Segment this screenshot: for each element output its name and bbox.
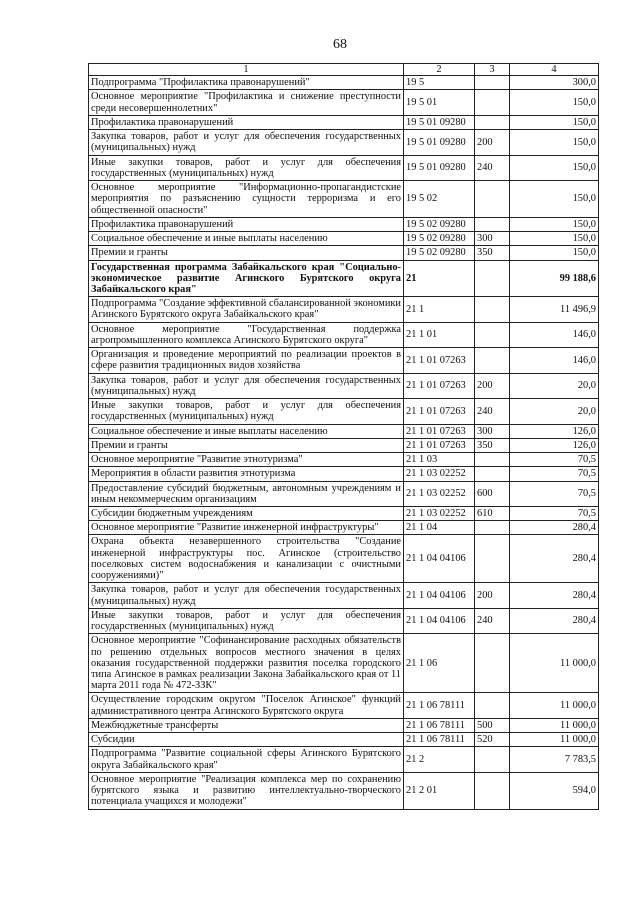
row-code: 21 1 01 07263 (404, 373, 475, 398)
row-amount: 70,5 (510, 481, 599, 506)
row-name: Социальное обеспечение и иные выплаты населению (89, 424, 404, 438)
row-name: Мероприятия в области развития этнотуризма (89, 467, 404, 481)
budget-table (88, 63, 599, 810)
row-code: 19 5 02 (404, 181, 475, 218)
row-amount: 7 783,5 (510, 747, 599, 772)
row-code: 21 1 06 78111 (404, 733, 475, 747)
row-expense-type (475, 297, 510, 322)
row-name: Профилактика правонарушений (89, 217, 404, 231)
row-expense-type (475, 181, 510, 218)
table-body (89, 76, 599, 809)
row-code: 21 1 (404, 297, 475, 322)
row-expense-type (475, 693, 510, 718)
row-name: Основное мероприятие "Реализация комплекса мер по сохранению бурятского языка и развитию интеллектуально-творческого потенциала учащихся и молодежи" (89, 772, 404, 809)
table-row (89, 90, 599, 115)
row-code: 21 1 04 04106 (404, 583, 475, 608)
table-row (89, 583, 599, 608)
table-row (89, 373, 599, 398)
row-expense-type: 240 (475, 399, 510, 424)
row-amount: 11 496,9 (510, 297, 599, 322)
table-row (89, 130, 599, 155)
row-name: Закупка товаров, работ и услуг для обеспечения государственных (муниципальных) нужд (89, 373, 404, 398)
row-code: 19 5 01 09280 (404, 130, 475, 155)
row-name: Премии и гранты (89, 438, 404, 452)
table-row (89, 733, 599, 747)
row-name: Подпрограмма "Развитие социальной сферы Агинского Бурятского округа Забайкальского края" (89, 747, 404, 772)
table-row (89, 232, 599, 246)
row-expense-type: 300 (475, 424, 510, 438)
column-header: 1 (89, 64, 404, 76)
row-code: 21 2 (404, 747, 475, 772)
row-expense-type (475, 521, 510, 535)
row-amount: 300,0 (510, 76, 599, 90)
row-expense-type: 300 (475, 232, 510, 246)
page-number: 68 (333, 37, 347, 52)
row-name: Осуществление городским округом "Поселок Агинское" функций административного центра Агинского Бурятского округа (89, 693, 404, 718)
row-expense-type (475, 467, 510, 481)
row-name: Социальное обеспечение и иные выплаты населению (89, 232, 404, 246)
row-code: 19 5 02 09280 (404, 246, 475, 260)
row-expense-type (475, 115, 510, 129)
row-code: 21 1 01 07263 (404, 424, 475, 438)
table-row (89, 115, 599, 129)
row-expense-type: 500 (475, 718, 510, 732)
row-expense-type (475, 772, 510, 809)
row-expense-type (475, 453, 510, 467)
table-header-row (89, 64, 599, 76)
table-row (89, 453, 599, 467)
table-row (89, 718, 599, 732)
row-name: Иные закупки товаров, работ и услуг для обеспечения государственных (муниципальных) нужд (89, 155, 404, 180)
row-code: 19 5 (404, 76, 475, 90)
column-header: 4 (510, 64, 599, 76)
row-name: Межбюджетные трансферты (89, 718, 404, 732)
row-expense-type (475, 90, 510, 115)
row-expense-type: 350 (475, 246, 510, 260)
row-name: Субсидии бюджетным учреждениям (89, 506, 404, 520)
row-amount: 146,0 (510, 322, 599, 347)
row-expense-type: 600 (475, 481, 510, 506)
row-code: 21 2 01 (404, 772, 475, 809)
row-expense-type: 200 (475, 130, 510, 155)
table-row (89, 181, 599, 218)
row-expense-type (475, 535, 510, 583)
row-code: 21 1 03 (404, 453, 475, 467)
row-code: 21 1 03 02252 (404, 506, 475, 520)
row-name: Субсидии (89, 733, 404, 747)
row-expense-type (475, 348, 510, 373)
row-code: 21 1 04 04106 (404, 535, 475, 583)
row-expense-type: 240 (475, 155, 510, 180)
row-name: Основное мероприятие "Развитие инженерной инфраструктуры" (89, 521, 404, 535)
table-row (89, 608, 599, 633)
row-expense-type: 240 (475, 608, 510, 633)
row-expense-type: 520 (475, 733, 510, 747)
row-amount: 280,4 (510, 583, 599, 608)
row-code: 21 1 01 07263 (404, 399, 475, 424)
row-name: Подпрограмма "Создание эффективной сбалансированной экономики Агинского Бурятского округа Забайкальского края" (89, 297, 404, 322)
column-header: 2 (404, 64, 475, 76)
row-expense-type: 610 (475, 506, 510, 520)
table-row (89, 535, 599, 583)
row-name: Премии и гранты (89, 246, 404, 260)
row-code: 19 5 02 09280 (404, 232, 475, 246)
table-row (89, 76, 599, 90)
row-name: Профилактика правонарушений (89, 115, 404, 129)
row-amount: 280,4 (510, 521, 599, 535)
row-expense-type (475, 747, 510, 772)
row-amount: 150,0 (510, 90, 599, 115)
row-amount: 150,0 (510, 115, 599, 129)
row-code: 19 5 01 (404, 90, 475, 115)
row-name: Основное мероприятие "Развитие этнотуризма" (89, 453, 404, 467)
column-header: 3 (475, 64, 510, 76)
row-name: Закупка товаров, работ и услуг для обеспечения государственных (муниципальных) нужд (89, 130, 404, 155)
row-expense-type (475, 76, 510, 90)
row-code: 21 1 06 78111 (404, 693, 475, 718)
table-row (89, 506, 599, 520)
row-amount: 70,5 (510, 506, 599, 520)
row-amount: 150,0 (510, 217, 599, 231)
row-name: Охрана объекта незавершенного строительства "Создание инженерной инфраструктуры пос. Агинское (строительство поселковых систем водоснабжения и канализации с очистными сооружениями)" (89, 535, 404, 583)
row-code: 21 1 04 (404, 521, 475, 535)
row-amount: 150,0 (510, 246, 599, 260)
row-code: 21 1 03 02252 (404, 467, 475, 481)
table-row (89, 467, 599, 481)
row-expense-type: 200 (475, 373, 510, 398)
row-name: Основное мероприятие "Информационно-пропагандистские мероприятия по разъяснению сущности терроризма и его общественной опасности" (89, 181, 404, 218)
row-amount: 99 188,6 (510, 260, 599, 297)
table-row (89, 246, 599, 260)
row-code: 19 5 01 09280 (404, 115, 475, 129)
table-row (89, 772, 599, 809)
row-name: Иные закупки товаров, работ и услуг для обеспечения государственных (муниципальных) нужд (89, 608, 404, 633)
table-row (89, 634, 599, 693)
row-amount: 126,0 (510, 438, 599, 452)
row-amount: 70,5 (510, 453, 599, 467)
table-row (89, 260, 599, 297)
row-amount: 146,0 (510, 348, 599, 373)
row-name: Предоставление субсидий бюджетным, автономным учреждениям и иным некоммерческим организациям (89, 481, 404, 506)
row-name: Основное мероприятие "Государственная поддержка агропромышленного комплекса Агинского Бурятского округа" (89, 322, 404, 347)
table-row (89, 297, 599, 322)
row-code: 21 (404, 260, 475, 297)
row-code: 21 1 06 78111 (404, 718, 475, 732)
row-expense-type (475, 260, 510, 297)
row-name: Организация и проведение мероприятий по реализации проектов в сфере развития традиционных видов хозяйства (89, 348, 404, 373)
row-amount: 150,0 (510, 232, 599, 246)
row-amount: 11 000,0 (510, 718, 599, 732)
row-amount: 280,4 (510, 535, 599, 583)
row-amount: 11 000,0 (510, 693, 599, 718)
row-amount: 150,0 (510, 181, 599, 218)
table-row (89, 438, 599, 452)
table-row (89, 424, 599, 438)
row-amount: 150,0 (510, 155, 599, 180)
table-row (89, 693, 599, 718)
row-amount: 11 000,0 (510, 634, 599, 693)
row-name: Государственная программа Забайкальского края "Социально-экономическое развитие Агинского Бурятского округа Забайкальского края" (89, 260, 404, 297)
row-expense-type (475, 634, 510, 693)
table-row (89, 481, 599, 506)
row-amount: 280,4 (510, 608, 599, 633)
row-amount: 20,0 (510, 373, 599, 398)
row-amount: 594,0 (510, 772, 599, 809)
row-amount: 126,0 (510, 424, 599, 438)
table-row (89, 399, 599, 424)
row-code: 21 1 04 04106 (404, 608, 475, 633)
row-code: 19 5 01 09280 (404, 155, 475, 180)
row-code: 21 1 01 07263 (404, 348, 475, 373)
row-amount: 20,0 (510, 399, 599, 424)
row-expense-type: 200 (475, 583, 510, 608)
row-name: Основное мероприятие "Профилактика и снижение преступности среди несовершеннолетних" (89, 90, 404, 115)
table-row (89, 217, 599, 231)
row-code: 19 5 02 09280 (404, 217, 475, 231)
row-amount: 150,0 (510, 130, 599, 155)
row-name: Закупка товаров, работ и услуг для обеспечения государственных (муниципальных) нужд (89, 583, 404, 608)
row-code: 21 1 01 (404, 322, 475, 347)
row-code: 21 1 06 (404, 634, 475, 693)
row-name: Основное мероприятие "Софинансирование расходных обязательств по решению отдельных вопросов местного значения в целях оказания государственной поддержки развития поселка городского типа Агинское в рамках реализации Закона Забайкальского края от 11 марта 2011 года № 472-ЗЗК" (89, 634, 404, 693)
table-row (89, 348, 599, 373)
row-code: 21 1 03 02252 (404, 481, 475, 506)
table-row (89, 155, 599, 180)
table-row (89, 521, 599, 535)
row-name: Подпрограмма "Профилактика правонарушений" (89, 76, 404, 90)
row-code: 21 1 01 07263 (404, 438, 475, 452)
row-name: Иные закупки товаров, работ и услуг для обеспечения государственных (муниципальных) нужд (89, 399, 404, 424)
table-row (89, 747, 599, 772)
row-expense-type (475, 217, 510, 231)
row-amount: 11 000,0 (510, 733, 599, 747)
row-expense-type (475, 322, 510, 347)
row-amount: 70,5 (510, 467, 599, 481)
row-expense-type: 350 (475, 438, 510, 452)
table-row (89, 322, 599, 347)
